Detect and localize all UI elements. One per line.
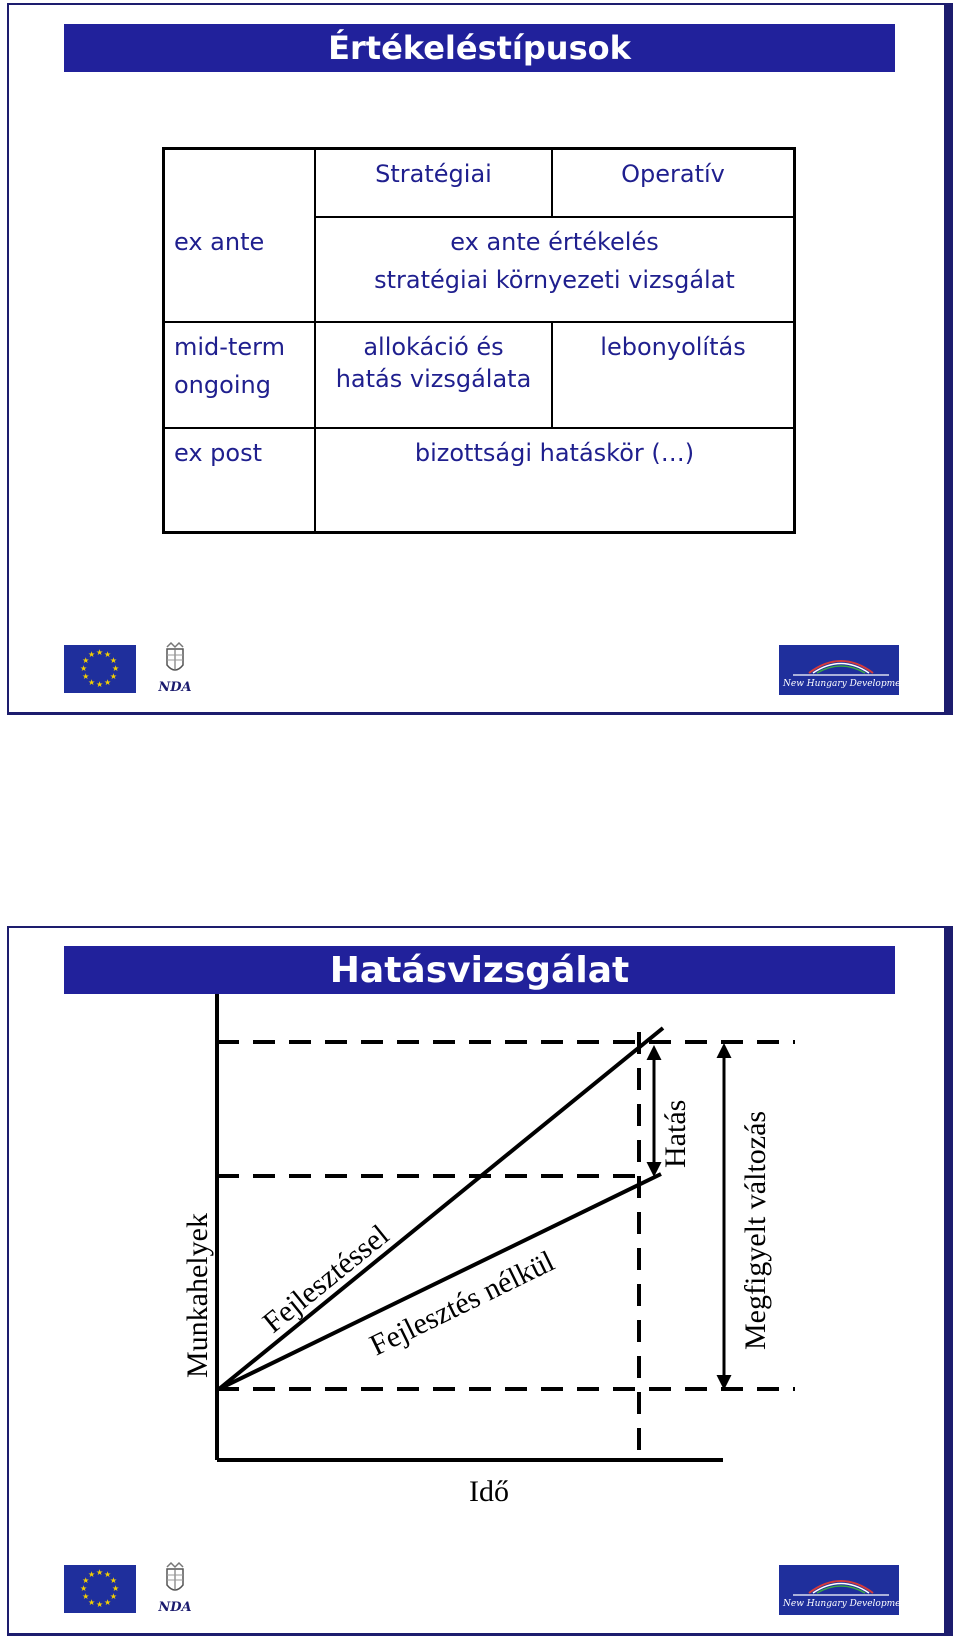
table-row-line-2 — [162, 321, 796, 323]
cell-ex-ante-line1: ex ante értékelés — [450, 228, 659, 256]
eu-star-icon: ★ — [80, 1584, 88, 1593]
cell-midterm-strategic-line2: hatás vizsgálata — [335, 365, 532, 393]
eu-star-icon: ★ — [88, 1597, 96, 1607]
col-header-operative: Operatív — [621, 160, 725, 188]
nda-logo — [155, 1563, 195, 1615]
observed-change-label: Megfigyelt változás — [739, 1110, 772, 1350]
eu-star-icon: ★ — [88, 650, 96, 660]
row-label-mid-term: mid-term — [174, 333, 285, 361]
eu-star-icon: ★ — [104, 650, 112, 660]
impact-diagram-svg — [9, 928, 955, 1638]
eu-flag-logo — [64, 645, 136, 693]
table-border-right — [793, 147, 796, 534]
row-label-ex-ante: ex ante — [174, 228, 265, 256]
eu-star-icon: ★ — [82, 1576, 90, 1585]
new-hungary-development-plan-logo — [779, 1565, 933, 1615]
eu-star-icon: ★ — [88, 1570, 96, 1580]
evaluation-types-table — [162, 147, 796, 534]
row-label-ex-post: ex post — [174, 439, 263, 467]
line-without-development — [219, 1174, 661, 1389]
eu-flag-logo — [64, 1565, 136, 1613]
line-without-development-label: Fejlesztés nélkül — [364, 1244, 560, 1363]
eu-star-icon: ★ — [82, 1592, 90, 1601]
line-with-development-label: Fejlesztéssel — [256, 1218, 396, 1340]
table-border-top — [162, 147, 796, 150]
table-border-left — [162, 147, 165, 534]
nda-logo-text: NDA — [158, 680, 192, 695]
nda-logo — [155, 643, 195, 695]
impact-assessment-diagram — [9, 928, 955, 1638]
y-axis-label: Munkahelyek — [181, 1213, 214, 1378]
slide-impact-assessment — [7, 926, 953, 1636]
cell-ex-ante-line2: stratégiai környezeti vizsgálat — [374, 266, 735, 294]
eu-star-icon: ★ — [80, 664, 88, 673]
new-hungary-development-plan-logo — [779, 645, 933, 695]
impact-label: Hatás — [659, 1099, 692, 1168]
hungarian-crest-icon — [155, 643, 195, 679]
nhdp-logo-text: New Hungary Development Plan — [783, 679, 933, 689]
eu-star-icon: ★ — [109, 1576, 118, 1585]
eu-star-icon: ★ — [88, 677, 96, 687]
eu-star-icon: ★ — [96, 1568, 104, 1577]
eu-star-icon: ★ — [109, 672, 118, 681]
cell-midterm-operative: lebonyolítás — [600, 333, 746, 361]
table-row-line-1 — [314, 216, 796, 218]
eu-star-icon: ★ — [96, 648, 104, 657]
table-row-line-3 — [162, 427, 796, 429]
table-border-bottom — [162, 531, 796, 534]
eu-star-icon: ★ — [109, 1592, 118, 1601]
slide-title: Hatásvizsgálat — [64, 946, 895, 994]
eu-star-icon: ★ — [96, 1600, 104, 1609]
eu-star-icon: ★ — [112, 1584, 120, 1593]
slide-title: Értékeléstípusok — [64, 24, 895, 72]
eu-star-icon: ★ — [109, 656, 118, 665]
eu-star-icon: ★ — [104, 1570, 112, 1580]
eu-star-icon: ★ — [104, 1597, 112, 1607]
eu-star-icon: ★ — [82, 656, 90, 665]
x-axis-label: Idő — [469, 1475, 509, 1508]
cell-midterm-strategic-line1: allokáció és — [363, 333, 504, 361]
cell-ex-post: bizottsági hatáskör (…) — [414, 439, 695, 467]
row-label-ongoing: ongoing — [174, 371, 271, 399]
eu-star-icon: ★ — [112, 664, 120, 673]
line-with-development — [219, 1028, 663, 1389]
eu-star-icon: ★ — [96, 680, 104, 689]
eu-star-icon: ★ — [82, 672, 90, 681]
nhdp-logo-text: New Hungary Development Plan — [783, 1599, 933, 1609]
slide-evaluation-types — [7, 3, 953, 715]
hungarian-crest-icon — [155, 1563, 195, 1599]
eu-star-icon: ★ — [104, 677, 112, 687]
col-header-strategic: Stratégiai — [375, 160, 492, 188]
nda-logo-text: NDA — [158, 1600, 192, 1615]
